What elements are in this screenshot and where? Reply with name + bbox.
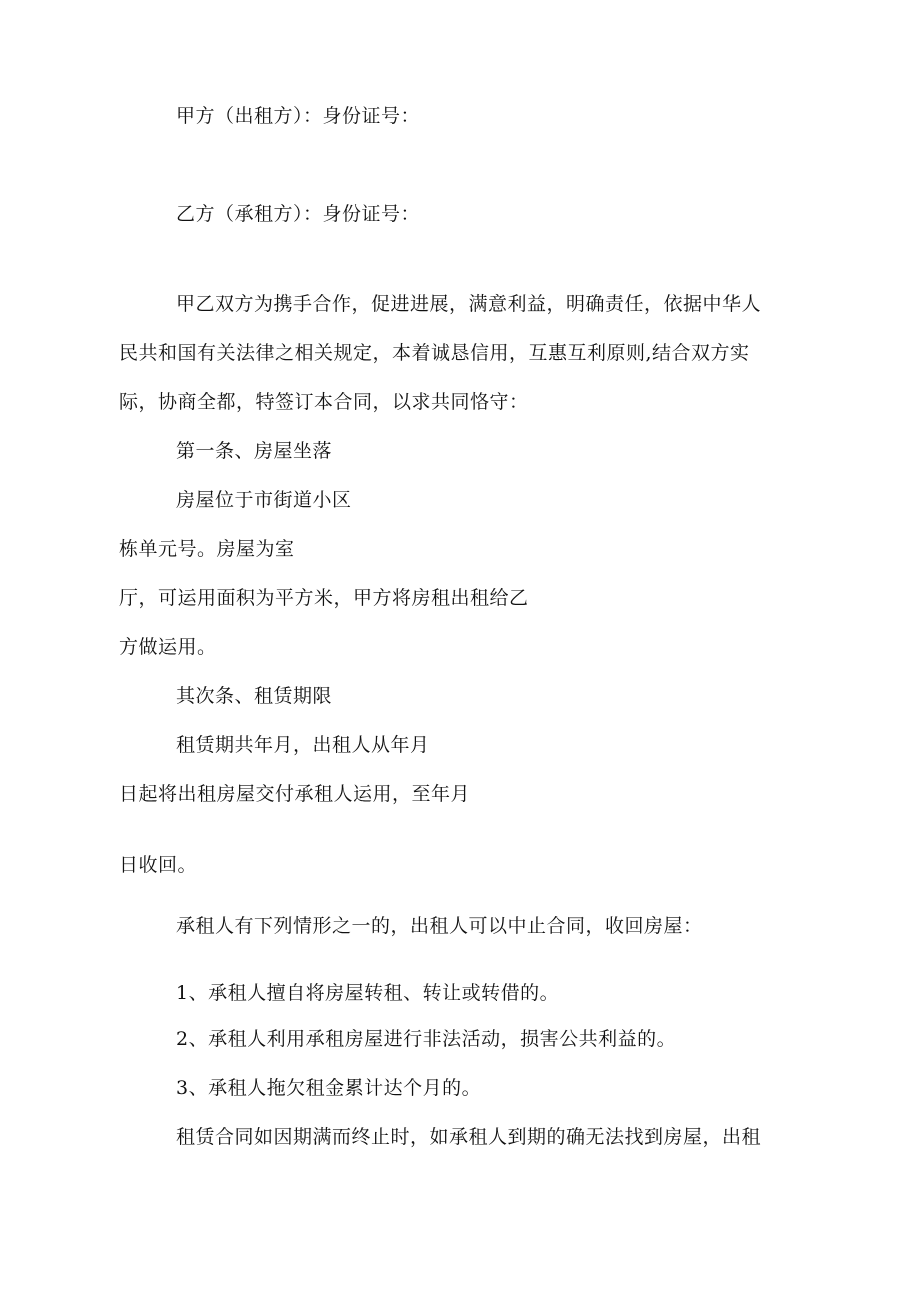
article1-line: 栋单元号。房屋为室 [119,538,295,560]
preamble-line: 际，协商全都，特签订本合同，以求共同恪守： [119,391,529,413]
party-b-line: 乙方（承租方）：身份证号： [176,203,421,225]
article2-line: 日收回。 [119,854,198,876]
termination-closing: 租赁合同如因期满而终止时，如承租人到期的确无法找到房屋，出租 [176,1126,762,1148]
preamble-line: 甲乙双方为携手合作，促进进展，满意利益，明确责任，依据中华人 [176,293,762,315]
party-a-line: 甲方（出租方）：身份证号： [176,105,421,127]
article1-line: 方做运用。 [119,636,217,658]
article2-line: 租赁期共年月，出租人从年月 [176,734,430,756]
preamble-line: 民共和国有关法律之相关规定，本着诚恳信用，互惠互利原则,结合双方实 [119,342,750,364]
termination-item: 3、承租人拖欠租金累计达个月的。 [176,1077,482,1099]
article1-title: 第一条、房屋坐落 [176,440,333,462]
article2-line: 日起将出租房屋交付承租人运用，至年月 [119,783,471,805]
termination-item: 2、承租人利用承租房屋进行非法活动，损害公共利益的。 [176,1028,677,1050]
termination-item: 1、承租人擅自将房屋转租、转让或转借的。 [176,982,560,1004]
article1-line: 房屋位于市街道小区 [176,489,352,511]
article2-title: 其次条、租赁期限 [176,685,333,707]
termination-intro: 承租人有下列情形之一的，出租人可以中止合同，收回房屋： [176,915,703,937]
article1-line: 厅，可运用面积为平方米，甲方将房租出租给乙 [119,587,529,609]
